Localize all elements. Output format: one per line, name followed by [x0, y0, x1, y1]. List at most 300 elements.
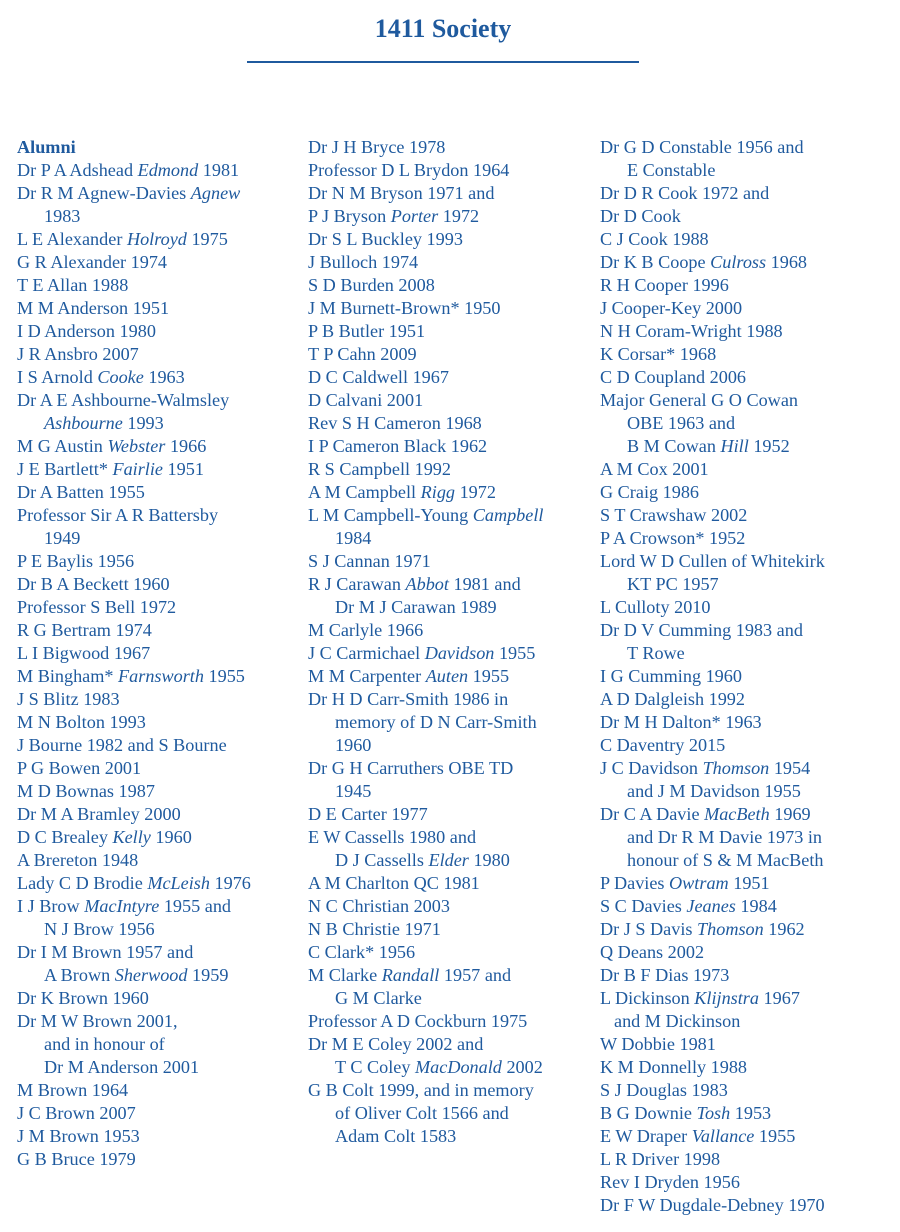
entry-continuation: [308, 849, 593, 872]
entry-line: [308, 803, 593, 826]
entry-continuation: [308, 1125, 593, 1148]
entry-text: 1960: [150, 827, 192, 847]
entry-continuation: [308, 527, 593, 550]
entry-continuation: [17, 964, 302, 987]
entry-text: 1945: [335, 781, 372, 801]
entry-text: of Oliver Colt 1566 and: [335, 1103, 509, 1123]
entry-text: 1951: [728, 873, 770, 893]
entry-text: I D Anderson 1980: [17, 321, 156, 341]
entry-text: Dr M J Carawan 1989: [335, 597, 497, 617]
entry-line: [17, 803, 302, 826]
name-entry: [308, 642, 593, 665]
entry-text: 1955: [468, 666, 510, 686]
name-entry: [17, 182, 302, 228]
name-entry: [17, 251, 302, 274]
entry-text: C J Cook 1988: [600, 229, 709, 249]
name-entry: [17, 872, 302, 895]
entry-text: 1959: [187, 965, 229, 985]
entry-text: P G Bowen 2001: [17, 758, 142, 778]
name-entry: [17, 780, 302, 803]
entry-line: [17, 1102, 302, 1125]
entry-text: Dr G H Carruthers OBE TD: [308, 758, 514, 778]
entry-maiden-name: Abbot: [405, 574, 449, 594]
entry-line: [17, 1148, 302, 1171]
name-entry: [308, 964, 593, 1010]
name-entry: [600, 964, 895, 987]
column-3: [600, 136, 895, 1217]
entry-text: 1976: [209, 873, 251, 893]
entry-text: Professor D L Brydon 1964: [308, 160, 510, 180]
entry-maiden-name: Holroyd: [126, 229, 187, 249]
name-entry: [17, 895, 302, 941]
name-entry: [308, 136, 593, 159]
entry-continuation: [600, 1010, 895, 1033]
entry-maiden-name: Auten: [425, 666, 469, 686]
name-entry: [600, 1171, 895, 1194]
entry-line: [600, 205, 895, 228]
entry-text: and J M Davidson 1955: [627, 781, 801, 801]
entry-text: 1955: [494, 643, 536, 663]
entry-line: [17, 458, 302, 481]
entry-maiden-name: Sherwood: [114, 965, 188, 985]
entry-text: honour of S & M MacBeth: [627, 850, 824, 870]
entry-text: C Clark* 1956: [308, 942, 416, 962]
entry-line: [17, 550, 302, 573]
entry-text: G R Alexander 1974: [17, 252, 168, 272]
entry-continuation: [308, 780, 593, 803]
entry-line: [600, 757, 895, 780]
entry-maiden-name: Webster: [107, 436, 166, 456]
entry-line: [17, 895, 302, 918]
entry-line: [308, 274, 593, 297]
name-entry: [600, 458, 895, 481]
name-entry: [17, 734, 302, 757]
entry-text: E W Draper: [600, 1126, 692, 1146]
entry-continuation: [600, 849, 895, 872]
entry-text: E Constable: [627, 160, 716, 180]
name-entry: [600, 228, 895, 251]
entry-text: 1962: [763, 919, 805, 939]
entry-line: [308, 182, 593, 205]
entry-text: Professor Sir A R Battersby: [17, 505, 219, 525]
name-entry: [308, 573, 593, 619]
entry-line: [308, 458, 593, 481]
entry-text: P A Crowson* 1952: [600, 528, 746, 548]
entry-text: Dr F W Dugdale-Debney 1970: [600, 1195, 825, 1215]
entry-line: [17, 987, 302, 1010]
entry-line: [308, 205, 593, 228]
entry-text: Professor S Bell 1972: [17, 597, 177, 617]
entry-line: [308, 251, 593, 274]
entry-line: [600, 711, 895, 734]
entry-maiden-name: Owtram: [669, 873, 729, 893]
entry-line: [600, 734, 895, 757]
name-entry: [600, 757, 895, 803]
entry-text: Dr D R Cook 1972 and: [600, 183, 770, 203]
entry-text: Dr K Brown 1960: [17, 988, 149, 1008]
name-entry: [600, 205, 895, 228]
entry-line: [600, 527, 895, 550]
entry-maiden-name: Thomson: [702, 758, 770, 778]
name-entry: [600, 550, 895, 596]
entry-continuation: [600, 159, 895, 182]
entry-line: [600, 987, 895, 1010]
name-entry: [17, 274, 302, 297]
entry-text: D C Caldwell 1967: [308, 367, 449, 387]
name-entry: [600, 1056, 895, 1079]
entry-line: [308, 757, 593, 780]
entry-text: G B Bruce 1979: [17, 1149, 136, 1169]
entry-text: A Brown: [44, 965, 115, 985]
name-entry: [600, 688, 895, 711]
name-entry: [308, 1079, 593, 1148]
entry-text: 1980: [468, 850, 510, 870]
entry-line: [600, 458, 895, 481]
name-entry: [17, 550, 302, 573]
entry-text: Q Deans 2002: [600, 942, 705, 962]
entry-line: [17, 274, 302, 297]
entry-text: S J Cannan 1971: [308, 551, 431, 571]
name-entry: [17, 297, 302, 320]
entry-line: [600, 228, 895, 251]
entry-line: [600, 550, 895, 573]
entry-line: [17, 872, 302, 895]
name-entry: [308, 320, 593, 343]
column-2: [308, 136, 593, 1148]
entry-continuation: [308, 1056, 593, 1079]
entry-maiden-name: Thomson: [697, 919, 764, 939]
entry-text: 1953: [730, 1103, 772, 1123]
name-entry: [600, 504, 895, 527]
entry-text: 1984: [735, 896, 777, 916]
entry-text: 1955 and: [159, 896, 232, 916]
entry-line: [17, 711, 302, 734]
name-entry: [17, 228, 302, 251]
entry-text: B M Cowan: [627, 436, 721, 456]
entry-text: J Cooper-Key 2000: [600, 298, 743, 318]
name-entry: [17, 573, 302, 596]
entry-text: and in honour of: [44, 1034, 165, 1054]
entry-text: D E Carter 1977: [308, 804, 428, 824]
name-entry: [308, 504, 593, 550]
entry-line: [17, 596, 302, 619]
entry-text: 1955: [754, 1126, 796, 1146]
entry-text: J Bourne 1982 and S Bourne: [17, 735, 227, 755]
name-entry: [308, 274, 593, 297]
entry-line: [17, 251, 302, 274]
entry-text: OBE 1963 and: [627, 413, 736, 433]
entry-maiden-name: Vallance: [691, 1126, 755, 1146]
entry-text: 1952: [748, 436, 790, 456]
entry-text: T Rowe: [627, 643, 685, 663]
name-entry: [600, 711, 895, 734]
entry-maiden-name: Hill: [720, 436, 749, 456]
entry-line: [600, 1171, 895, 1194]
entry-text: I S Arnold: [17, 367, 98, 387]
name-entry: [600, 1148, 895, 1171]
name-entry: [17, 803, 302, 826]
entry-text: M D Bownas 1987: [17, 781, 155, 801]
entry-continuation: [17, 1033, 302, 1056]
name-entry: [600, 1033, 895, 1056]
entry-continuation: [308, 596, 593, 619]
name-entry: [600, 527, 895, 550]
entry-text: Dr I M Brown 1957 and: [17, 942, 194, 962]
name-entry: [308, 458, 593, 481]
name-entry: [308, 619, 593, 642]
entry-line: [600, 366, 895, 389]
entry-line: [308, 872, 593, 895]
entry-continuation: [600, 573, 895, 596]
entry-maiden-name: MacDonald: [415, 1057, 502, 1077]
entry-text: J Bulloch 1974: [308, 252, 419, 272]
entry-continuation: [308, 1102, 593, 1125]
entry-maiden-name: Elder: [428, 850, 469, 870]
entry-text: N J Brow 1956: [44, 919, 155, 939]
name-entry: [308, 895, 593, 918]
entry-text: Major General G O Cowan: [600, 390, 798, 410]
entry-line: [600, 182, 895, 205]
entry-text: Dr D V Cumming 1983 and: [600, 620, 803, 640]
entry-text: 1981: [198, 160, 240, 180]
entry-text: A D Dalgleish 1992: [600, 689, 745, 709]
entry-text: Rev S H Cameron 1968: [308, 413, 482, 433]
name-entry: [308, 803, 593, 826]
name-entry: [600, 1194, 895, 1217]
name-entry: [308, 389, 593, 412]
entry-line: [17, 688, 302, 711]
entry-text: S J Douglas 1983: [600, 1080, 728, 1100]
name-entry: [600, 320, 895, 343]
entry-line: [600, 688, 895, 711]
name-entry: [17, 688, 302, 711]
entry-line: [17, 849, 302, 872]
entry-text: Dr A Batten 1955: [17, 482, 145, 502]
name-entry: [600, 136, 895, 182]
entry-line: [17, 941, 302, 964]
entry-line: [308, 941, 593, 964]
entry-maiden-name: Farnsworth: [118, 666, 204, 686]
name-entry: [600, 895, 895, 918]
entry-text: KT PC 1957: [627, 574, 719, 594]
entry-text: K Corsar* 1968: [600, 344, 717, 364]
entry-text: Professor A D Cockburn 1975: [308, 1011, 528, 1031]
entry-continuation: [17, 1056, 302, 1079]
entry-line: [308, 619, 593, 642]
entry-line: [308, 665, 593, 688]
name-entry: [308, 297, 593, 320]
entry-text: Dr S L Buckley 1993: [308, 229, 463, 249]
entry-text: N H Coram-Wright 1988: [600, 321, 783, 341]
entry-text: 1960: [335, 735, 372, 755]
entry-text: M Bingham*: [17, 666, 119, 686]
entry-line: [308, 136, 593, 159]
entry-line: [17, 1079, 302, 1102]
entry-text: A M Charlton QC 1981: [308, 873, 480, 893]
entry-line: [17, 826, 302, 849]
entry-line: [17, 182, 302, 205]
entry-line: [308, 895, 593, 918]
name-entry: [17, 159, 302, 182]
name-entry: [17, 1125, 302, 1148]
entry-text: Dr H D Carr-Smith 1986 in: [308, 689, 509, 709]
entry-continuation: [600, 412, 895, 435]
entry-text: T C Coley: [335, 1057, 415, 1077]
entry-text: J C Davidson: [600, 758, 703, 778]
entry-text: Dr C A Davie: [600, 804, 705, 824]
entry-text: P Davies: [600, 873, 670, 893]
entry-line: [600, 619, 895, 642]
name-entry: [17, 1102, 302, 1125]
entry-line: [17, 366, 302, 389]
name-entry: [308, 826, 593, 872]
name-entry: [308, 918, 593, 941]
entry-line: [600, 964, 895, 987]
entry-line: [600, 1125, 895, 1148]
entry-line: [308, 642, 593, 665]
entry-text: D C Brealey: [17, 827, 113, 847]
entry-text: M N Bolton 1993: [17, 712, 146, 732]
entry-line: [17, 228, 302, 251]
entry-maiden-name: Agnew: [190, 183, 241, 203]
entry-maiden-name: Ashbourne: [44, 413, 123, 433]
name-entry: [600, 1125, 895, 1148]
entry-maiden-name: McLeish: [147, 873, 210, 893]
entry-text: I J Brow: [17, 896, 85, 916]
entry-text: N C Christian 2003: [308, 896, 450, 916]
entry-text: 1949: [44, 528, 81, 548]
entry-line: [600, 481, 895, 504]
entry-text: R J Carawan: [308, 574, 406, 594]
entry-text: R S Campbell 1992: [308, 459, 451, 479]
entry-maiden-name: Davidson: [424, 643, 495, 663]
entry-text: L Culloty 2010: [600, 597, 711, 617]
name-entry: [17, 642, 302, 665]
name-entry: [600, 941, 895, 964]
name-entry: [308, 665, 593, 688]
entry-text: L M Campbell-Young: [308, 505, 473, 525]
name-entry: [600, 734, 895, 757]
entry-line: [600, 389, 895, 412]
entry-text: Dr B F Dias 1973: [600, 965, 730, 985]
name-entry: [17, 665, 302, 688]
entry-line: [17, 481, 302, 504]
entry-text: J R Ansbro 2007: [17, 344, 139, 364]
entry-line: [600, 1056, 895, 1079]
entry-line: [17, 757, 302, 780]
name-entry: [17, 1079, 302, 1102]
entry-maiden-name: Campbell: [472, 505, 544, 525]
entry-line: [308, 550, 593, 573]
name-entry: [308, 228, 593, 251]
name-entry: [600, 596, 895, 619]
entry-text: Lord W D Cullen of Whitekirk: [600, 551, 825, 571]
entry-text: P J Bryson: [308, 206, 391, 226]
entry-text: T P Cahn 2009: [308, 344, 417, 364]
entry-text: 1966: [165, 436, 207, 456]
name-entry: [308, 182, 593, 205]
entry-line: [17, 642, 302, 665]
entry-text: Dr M W Brown 2001,: [17, 1011, 178, 1031]
entry-text: Lady C D Brodie: [17, 873, 148, 893]
entry-maiden-name: Rigg: [420, 482, 456, 502]
name-entry: [308, 941, 593, 964]
entry-text: 1972: [438, 206, 480, 226]
entry-text: C Daventry 2015: [600, 735, 726, 755]
entry-line: [17, 159, 302, 182]
entry-line: [308, 918, 593, 941]
entry-text: D Calvani 2001: [308, 390, 424, 410]
entry-maiden-name: MacIntyre: [84, 896, 160, 916]
entry-text: S D Burden 2008: [308, 275, 435, 295]
entry-line: [308, 1010, 593, 1033]
entry-maiden-name: Kelly: [112, 827, 151, 847]
entry-text: 1969: [769, 804, 811, 824]
entry-line: [17, 734, 302, 757]
entry-text: J E Bartlett*: [17, 459, 113, 479]
entry-line: [308, 366, 593, 389]
name-entry: [17, 320, 302, 343]
entry-line: [600, 895, 895, 918]
entry-line: [600, 1033, 895, 1056]
entry-line: [600, 596, 895, 619]
name-entry: [600, 297, 895, 320]
entry-line: [600, 803, 895, 826]
name-entry: [308, 159, 593, 182]
name-entry: [17, 987, 302, 1010]
entry-text: 1951: [162, 459, 204, 479]
entry-text: J C Brown 2007: [17, 1103, 136, 1123]
name-entry: [600, 665, 895, 688]
name-entry: [600, 274, 895, 297]
entry-maiden-name: Edmond: [137, 160, 199, 180]
name-entry: [308, 205, 593, 228]
entry-line: [17, 435, 302, 458]
entry-text: 1972: [455, 482, 496, 502]
name-entry: [17, 1010, 302, 1079]
entry-text: I P Cameron Black 1962: [308, 436, 488, 456]
name-entry: [17, 389, 302, 435]
entry-line: [308, 159, 593, 182]
entry-line: [600, 1102, 895, 1125]
entry-text: B G Downie: [600, 1103, 697, 1123]
entry-continuation: [600, 435, 895, 458]
name-entry: [308, 481, 593, 504]
entry-continuation: [17, 918, 302, 941]
entry-text: M Clarke: [308, 965, 382, 985]
entry-text: Dr G D Constable 1956 and: [600, 137, 804, 157]
entry-line: [600, 918, 895, 941]
entry-text: A M Cox 2001: [600, 459, 709, 479]
entry-text: 1967: [758, 988, 800, 1008]
entry-line: [17, 297, 302, 320]
entry-text: P E Baylis 1956: [17, 551, 135, 571]
name-entry: [600, 1079, 895, 1102]
entry-text: T E Allan 1988: [17, 275, 129, 295]
entry-text: M G Austin: [17, 436, 108, 456]
entry-text: Dr M E Coley 2002 and: [308, 1034, 484, 1054]
name-entry: [308, 757, 593, 803]
entry-line: [600, 274, 895, 297]
entry-line: [600, 1194, 895, 1217]
name-entry: [600, 619, 895, 665]
entry-line: [308, 343, 593, 366]
entry-continuation: [308, 711, 593, 734]
name-entry: [17, 435, 302, 458]
entry-text: M M Carpenter: [308, 666, 426, 686]
entry-continuation: [308, 734, 593, 757]
entry-line: [17, 780, 302, 803]
